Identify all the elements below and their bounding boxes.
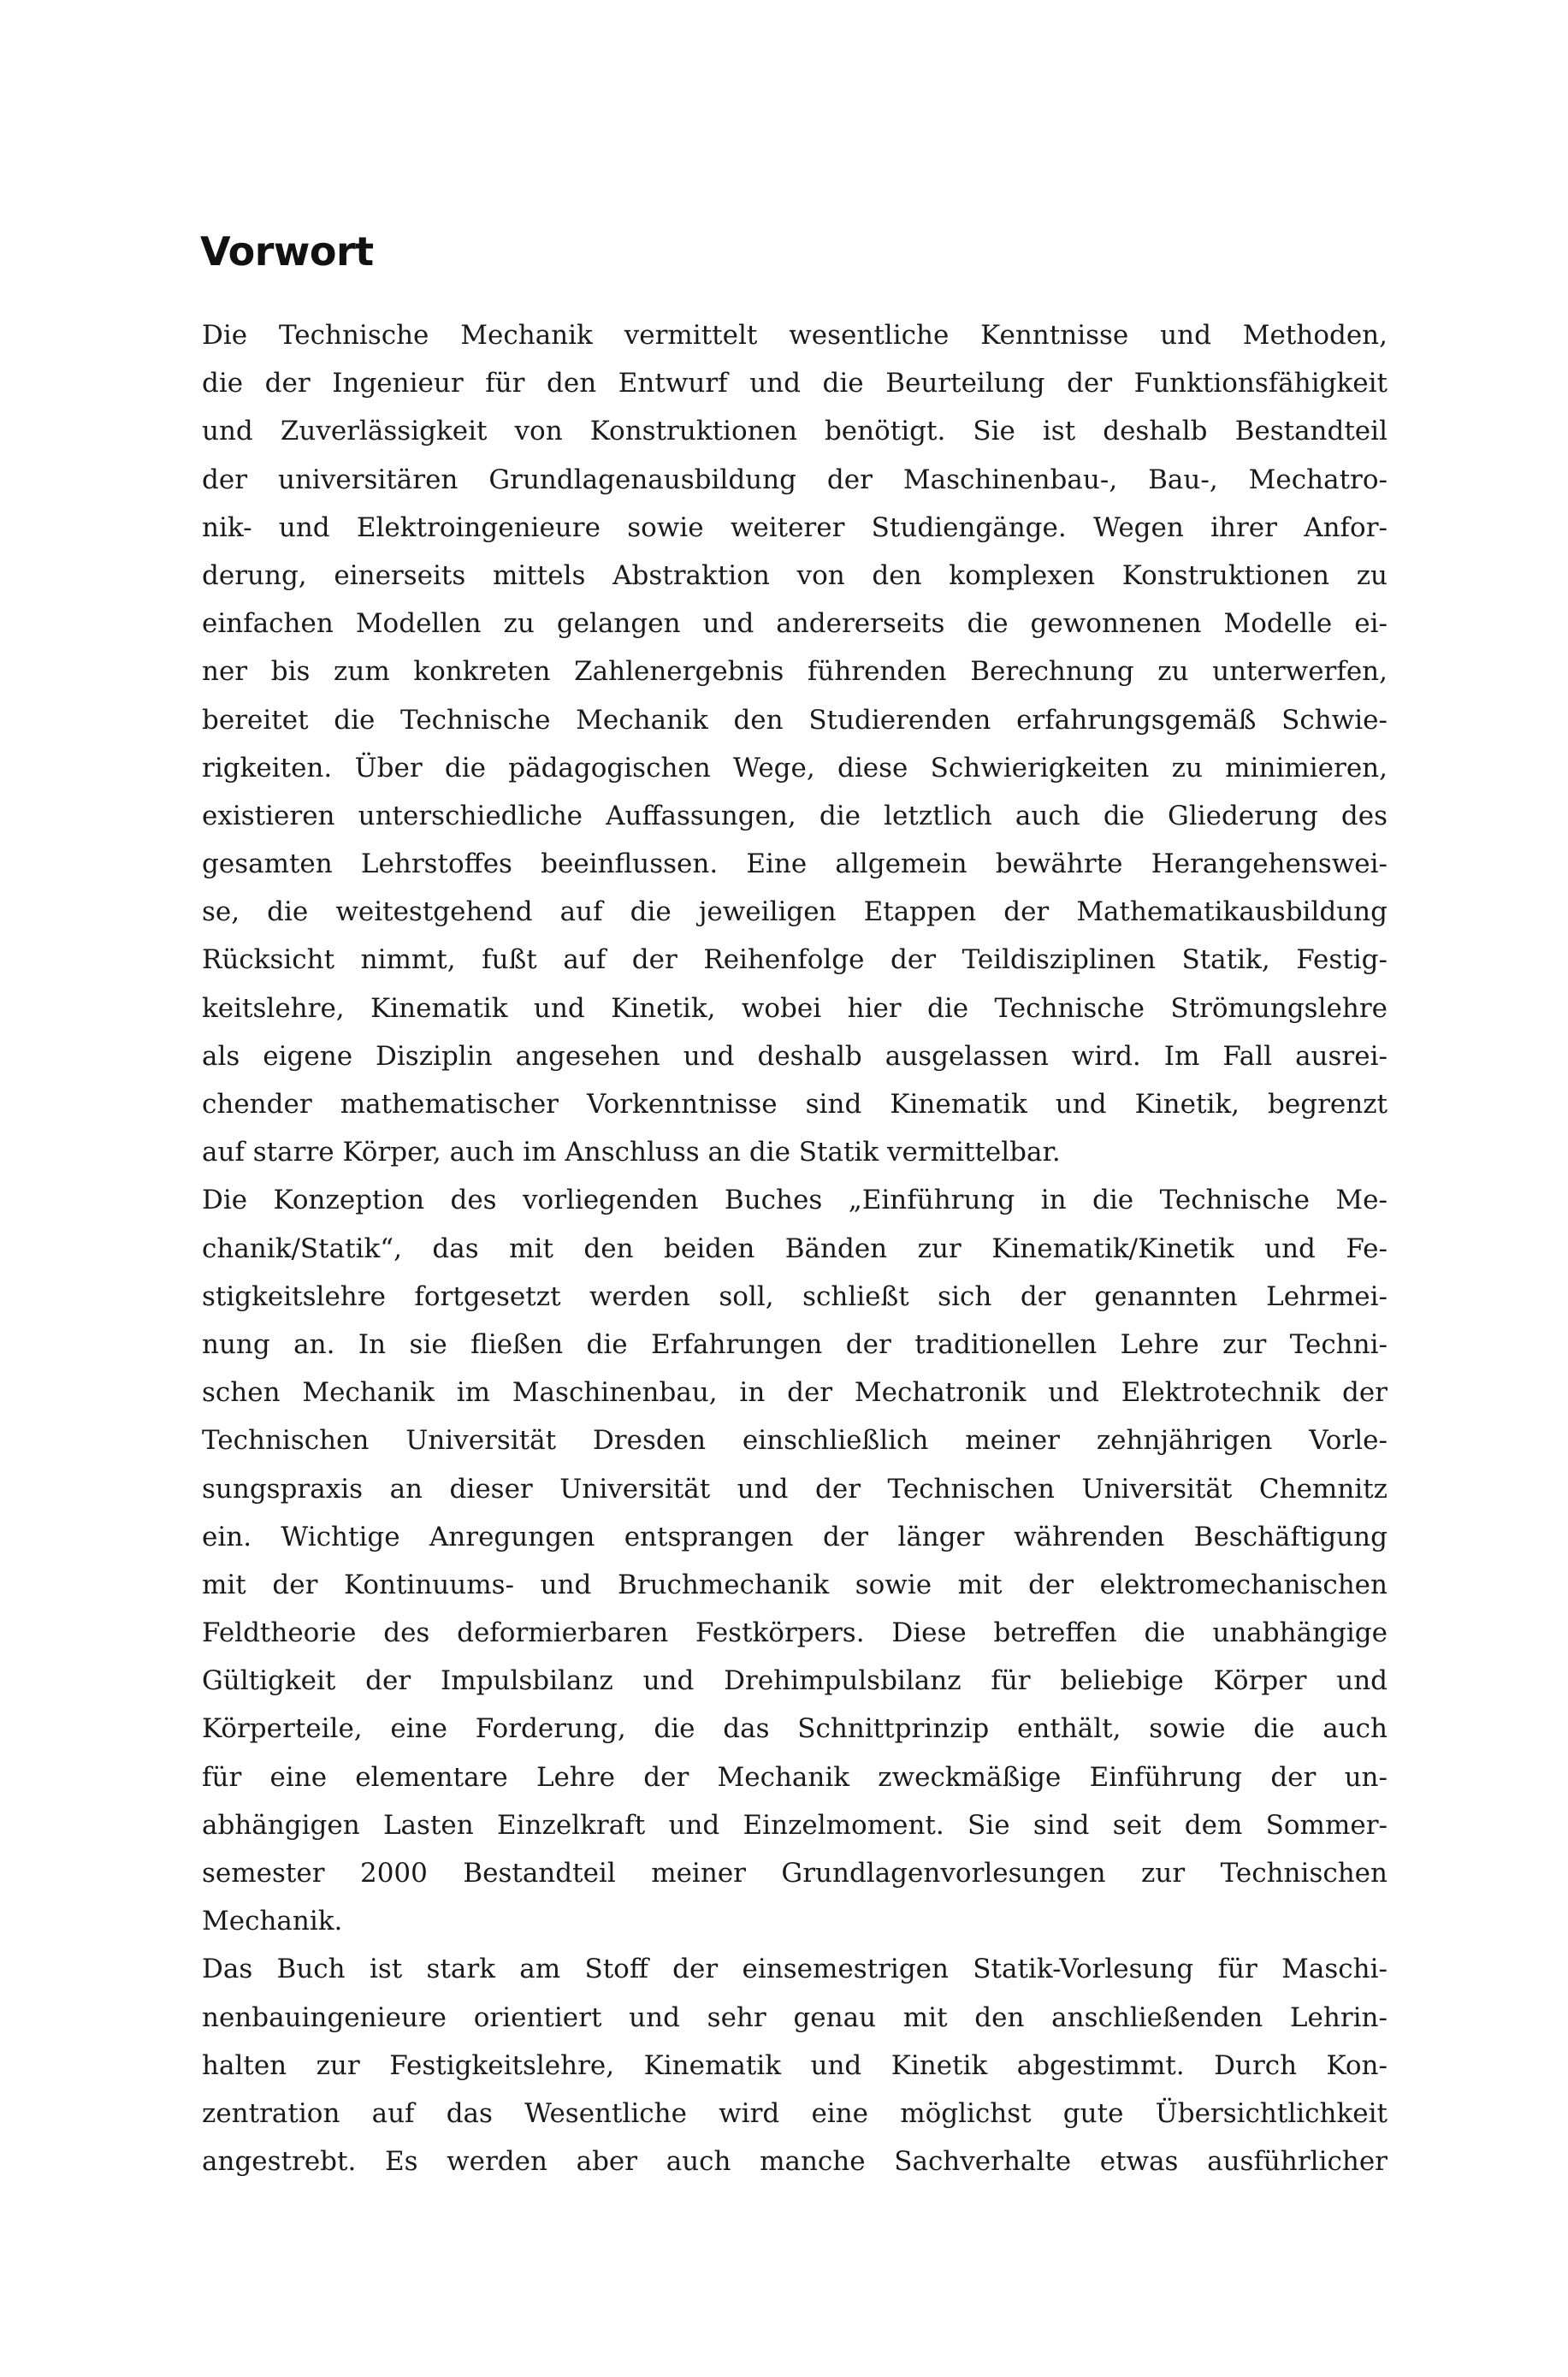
text-line: auf starre Körper, auch im Anschluss an die Statik vermittelbar. — [202, 1137, 1061, 1168]
text-line: Technischen Universität Dresden einschließlich meiner zehnjährigen Vorle- — [202, 1425, 1388, 1457]
text-line: Rücksicht nimmt, fußt auf der Reihenfolge der Teildisziplinen Statik, Festig- — [202, 944, 1388, 976]
text-line: chender mathematischer Vorkenntnisse sind Kinematik und Kinetik, begrenzt — [202, 1089, 1388, 1120]
text-line: mit der Kontinuums- und Bruchmechanik sowie mit der elektromechanischen — [202, 1569, 1388, 1600]
text-line: und Zuverlässigkeit von Konstruktionen benötigt. Sie ist deshalb Bestandteil — [202, 416, 1388, 447]
text-line: Feldtheorie des deformierbaren Festkörpers. Diese betreffen die unabhängige — [202, 1617, 1388, 1649]
paragraph-1 — [202, 311, 1388, 1176]
text-line: nenbauingenieure orientiert und sehr genau mit den anschließenden Lehrin- — [202, 2002, 1388, 2033]
text-line: stigkeitslehre fortgesetzt werden soll, schließt sich der genannten Lehrmei- — [202, 1280, 1388, 1312]
text-line: ner bis zum konkreten Zahlenergebnis führenden Berechnung zu unterwerfen, — [202, 656, 1388, 688]
text-line: einfachen Modellen zu gelangen und andererseits die gewonnenen Modelle ei- — [202, 608, 1388, 640]
text-line: chanik/Statik“, das mit den beiden Bänden zur Kinematik/Kinetik und Fe- — [202, 1233, 1388, 1264]
text-line: ein. Wichtige Anregungen entsprangen der länger währenden Beschäftigung — [202, 1521, 1388, 1552]
text-line: abhängigen Lasten Einzelkraft und Einzelmoment. Sie sind seit dem Sommer- — [202, 1809, 1388, 1841]
text-line: Die Technische Mechanik vermittelt wesentliche Kenntnisse und Methoden, — [202, 320, 1388, 351]
text-line: rigkeiten. Über die pädagogischen Wege, diese Schwierigkeiten zu minimieren, — [202, 752, 1388, 783]
text-line: existieren unterschiedliche Auffassungen, die letztlich auch die Gliederung des — [202, 800, 1388, 831]
text-line: se, die weitestgehend auf die jeweiligen Etappen der Mathematikausbildung — [202, 896, 1388, 928]
text-line: Körperteile, eine Forderung, die das Schnittprinzip enthält, sowie die auch — [202, 1713, 1388, 1745]
text-line: als eigene Disziplin angesehen und deshalb ausgelassen wird. Im Fall ausrei- — [202, 1040, 1388, 1072]
text-line: schen Mechanik im Maschinenbau, in der Mechatronik und Elektrotechnik der — [202, 1377, 1388, 1409]
text-line: der universitären Grundlagenausbildung der Maschinenbau-, Bau-, Mechatro- — [202, 464, 1388, 495]
text-line: zentration auf das Wesentliche wird eine möglichst gute Übersichtlichkeit — [202, 2097, 1388, 2129]
text-line: Gültigkeit der Impulsbilanz und Drehimpulsbilanz für beliebige Körper und — [202, 1665, 1388, 1697]
text-line: für eine elementare Lehre der Mechanik zweckmäßige Einführung der un- — [202, 1761, 1388, 1793]
text-line: nik- und Elektroingenieure sowie weiterer Studiengänge. Wegen ihrer Anfor- — [202, 511, 1388, 543]
text-line: halten zur Festigkeitslehre, Kinematik und Kinetik abgestimmt. Durch Kon- — [202, 2049, 1388, 2081]
page-title: Vorwort — [200, 228, 374, 275]
text-line: bereitet die Technische Mechanik den Studierenden erfahrungsgemäß Schwie- — [202, 704, 1388, 736]
text-line: sungspraxis an dieser Universität und der Technischen Universität Chemnitz — [202, 1473, 1388, 1505]
text-line: angestrebt. Es werden aber auch manche Sachverhalte etwas ausführlicher — [202, 2146, 1388, 2178]
text-line: Mechanik. — [202, 1906, 343, 1937]
text-line: nung an. In sie fließen die Erfahrungen der traditionellen Lehre zur Techni- — [202, 1328, 1388, 1360]
text-line: Die Konzeption des vorliegenden Buches „Einführung in die Technische Me- — [202, 1185, 1388, 1216]
text-line: gesamten Lehrstoffes beeinflussen. Eine allgemein bewährte Herangehenswei- — [202, 849, 1388, 880]
paragraph-2 — [202, 1176, 1388, 1945]
preface-body — [202, 311, 1388, 2185]
text-line: keitslehre, Kinematik und Kinetik, wobei hier die Technische Strömungslehre — [202, 992, 1388, 1024]
paragraph-3 — [202, 1945, 1388, 2185]
text-line: semester 2000 Bestandteil meiner Grundlagenvorlesungen zur Technischen — [202, 1858, 1388, 1889]
text-line: die der Ingenieur für den Entwurf und die Beurteilung der Funktionsfähigkeit — [202, 368, 1388, 399]
text-line: derung, einerseits mittels Abstraktion von den komplexen Konstruktionen zu — [202, 559, 1388, 591]
text-line: Das Buch ist stark am Stoff der einsemestrigen Statik-Vorlesung für Maschi- — [202, 1954, 1388, 1985]
